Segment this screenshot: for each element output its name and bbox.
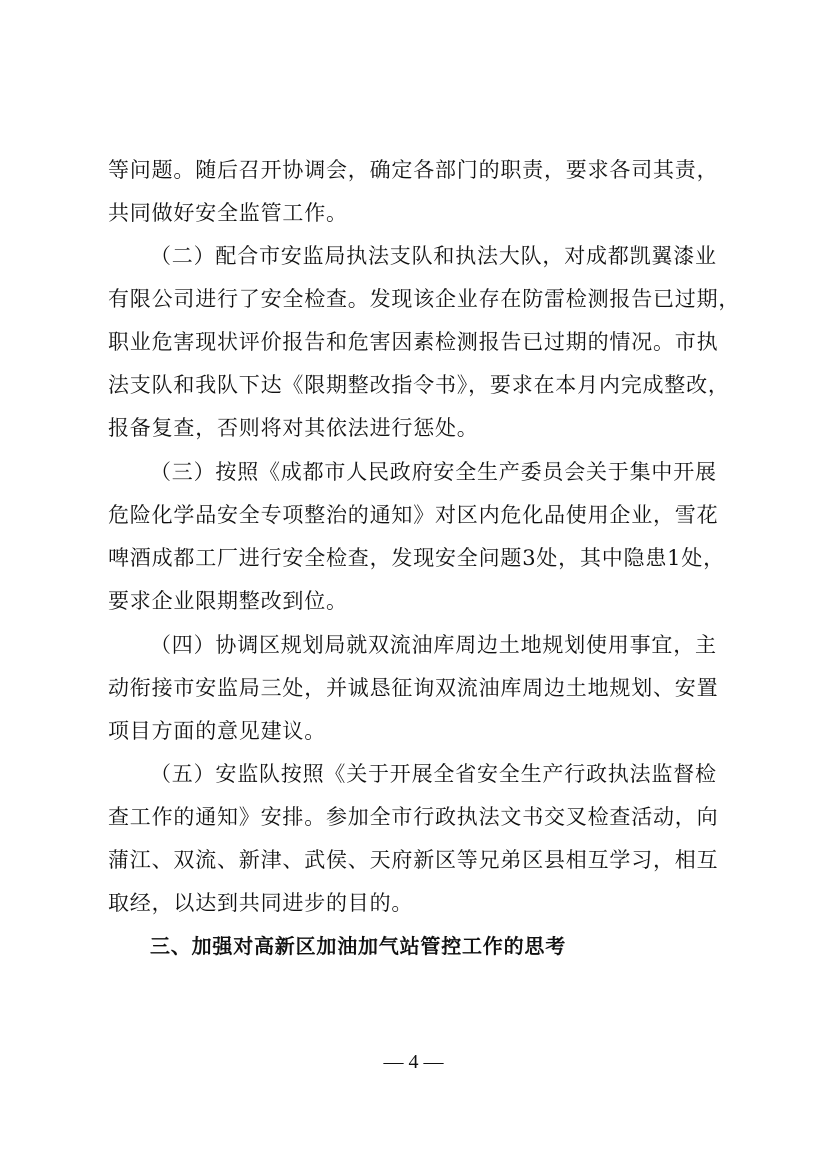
text-line: （二）配合市安监局执法支队和执法大队，对成都凯翼漆业 [150,244,717,268]
text-line: 有限公司进行了安全检查。发现该企业存在防雷检测报告已过期， [108,287,741,311]
text-line: （五）安监队按照《关于开展全省安全生产行政执法监督检 [150,762,717,786]
text-line: 啤酒成都工厂进行安全检查，发现安全问题3处，其中隐患1处， [108,546,725,570]
page-number: — 4 — [383,1051,444,1073]
text-line: 项目方面的意见建议。 [108,719,326,743]
text-line: 职业危害现状评价报告和危害因素检测报告已过期的情况。市执 [108,330,719,354]
text-line: 查工作的通知》安排。参加全市行政执法文书交叉检查活动，向 [108,805,719,829]
text-line: 报备复查，否则将对其依法进行惩处。 [108,416,479,440]
section-heading: 三、加强对高新区加油加气站管控工作的思考 [150,934,566,958]
text-line: 共同做好安全监管工作。 [108,201,348,225]
text-line: 等问题。随后召开协调会，确定各部门的职责，要求各司其责， [108,158,719,182]
text-line: 要求企业限期整改到位。 [108,589,348,613]
text-line: （四）协调区规划局就双流油库周边土地规划使用事宜，主 [150,633,717,657]
text-line: 法支队和我队下达《限期整改指令书》，要求在本月内完成整改， [108,373,730,397]
text-line: 动衔接市安监局三处，并诚恳征询双流油库周边土地规划、安置 [108,676,719,700]
text-line: （三）按照《成都市人民政府安全生产委员会关于集中开展 [150,460,717,484]
text-line: 危险化学品安全专项整治的通知》对区内危化品使用企业，雪花 [108,503,719,527]
text-line: 取经，以达到共同进步的目的。 [108,891,414,915]
text-line: 蒲江、双流、新津、武侯、天府新区等兄弟区县相互学习，相互 [108,848,719,872]
